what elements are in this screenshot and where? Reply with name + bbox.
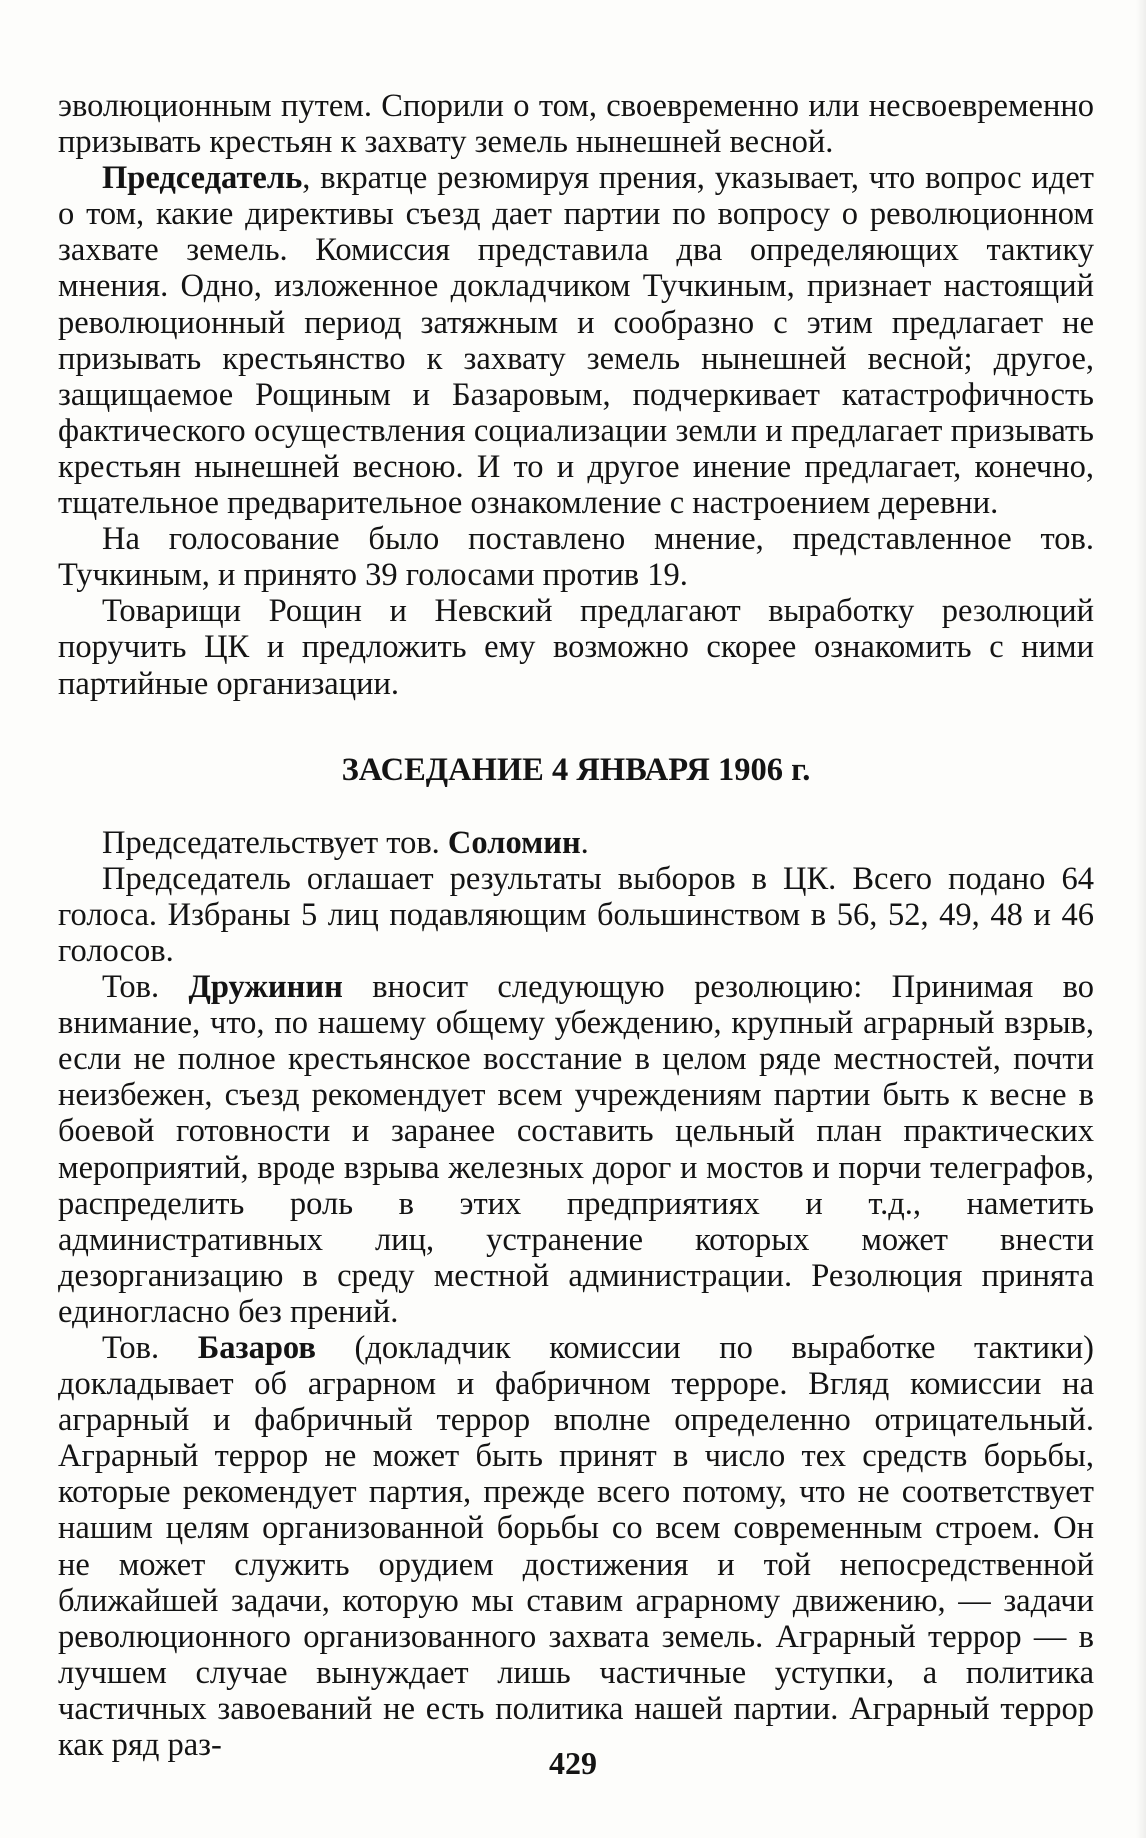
speaker-name: Дружинин — [188, 969, 343, 1006]
paragraph-body: Председатель оглашает результаты выборов в ЦК. Всего подано 64 голоса. Избраны 5 лиц подавляющим большинством в 56, 52, 49, 48 и 46 голосов. — [58, 860, 1094, 969]
paragraph-election-results — [58, 861, 1094, 969]
paragraph-bazarov-report — [58, 1330, 1094, 1763]
paragraph-body: вносит следующую резолюцию: Принимая во внимание, что, по нашему общему убеждению, крупный аграрный взрыв, если не полное крестьянское восстание в целом ряде местностей, почти неизбежен, съезд рекомендует всем учреждениям партии быть к весне в боевой готовности и заранее составить цельный план практических мероприятий, вроде взрыва железных дорог и мостов и порчи телеграфов, распределить роль в этих предприятиях и т.д., наметить административных лиц, устранение которых может внести дезорганизацию в среду местной администрации. Резолюция принята единогласно без прений. — [58, 969, 1094, 1330]
paragraph-body: (докладчик комиссии по выработке тактики) докладывает об аграрном и фабричном терроре. Вгляд комиссии на аграрный и фабричный террор вполне определенно отрицательный. Аграрный террор не может быть принят в число тех средств борьбы, которые рекомендует партия, прежде всего потому, что не соответствует нашим целям организованной борьбы со всем современным строем. Он не может служить орудием достижения и той непосредственной ближайшей задачи, которую мы ставим аграрному движению, — задачи революционного организованного захвата земель. Аграрный террор — в лучшем случае вынуждает лишь частичные уступки, а политика частичных завоеваний не есть политика нашей партии. Аграрный террор как ряд раз- — [58, 1330, 1094, 1764]
page-edge-shadow — [1136, 0, 1146, 1838]
section-heading: ЗАСЕДАНИЕ 4 ЯНВАРЯ 1906 г. — [341, 751, 811, 788]
paragraph-body: На голосование было поставлено мнение, представленное тов. Тучкиным, и принято 39 голосами против 19. — [58, 521, 1094, 594]
paragraph-prefix: Председательствует тов. — [102, 824, 448, 861]
speaker-name: Базаров — [197, 1330, 316, 1366]
paragraph-prefix: Тов. — [102, 969, 189, 1006]
paragraph-continuation — [58, 88, 1094, 160]
paragraph-body: Товарищи Рощин и Невский предлагают выработку резолюций поручить ЦК и предложить ему возможно скорее ознакомить с ними партийные организации. — [58, 593, 1094, 702]
text-column — [58, 88, 1094, 1763]
speaker-name: Председатель — [102, 160, 303, 197]
paragraph-body: . — [580, 824, 589, 861]
paragraph-prefix: Тов. — [102, 1330, 198, 1366]
paragraph-presiding — [58, 825, 1094, 861]
paragraph-druzhinin-resolution — [58, 969, 1094, 1330]
paragraph-vote-result — [58, 521, 1094, 593]
speaker-name: Соломин — [447, 824, 581, 861]
paragraph-body: эволюционным путем. Спорили о том, своевременно или несвоевременно призывать крестьян к захвату земель нынешней весной. — [58, 88, 1094, 161]
paragraph-body: , вкратце резюмируя прения, указывает, что вопрос идет о том, какие директивы съезд дает партии по вопросу о революционном захвате земель. Комиссия представила два определяющих тактику мнения. Одно, изложенное докладчиком Тучкиным, признает настоящий революционный период затяжным и сообразно с этим предлагает не призывать крестьянство к захвату земель нынешней весной; другое, защищаемое Рощиным и Базаровым, подчеркивает катастрофичность фактического осуществления социализации земли и предлагает призывать крестьян нынешней весною. И то и другое инение предлагает, конечно, тщательное предварительное ознакомление с настроением деревни. — [58, 160, 1094, 522]
paragraph-chairman-summary — [58, 160, 1094, 521]
paragraph-resolution-proposal — [58, 593, 1094, 701]
page-number: 429 — [549, 1745, 597, 1781]
